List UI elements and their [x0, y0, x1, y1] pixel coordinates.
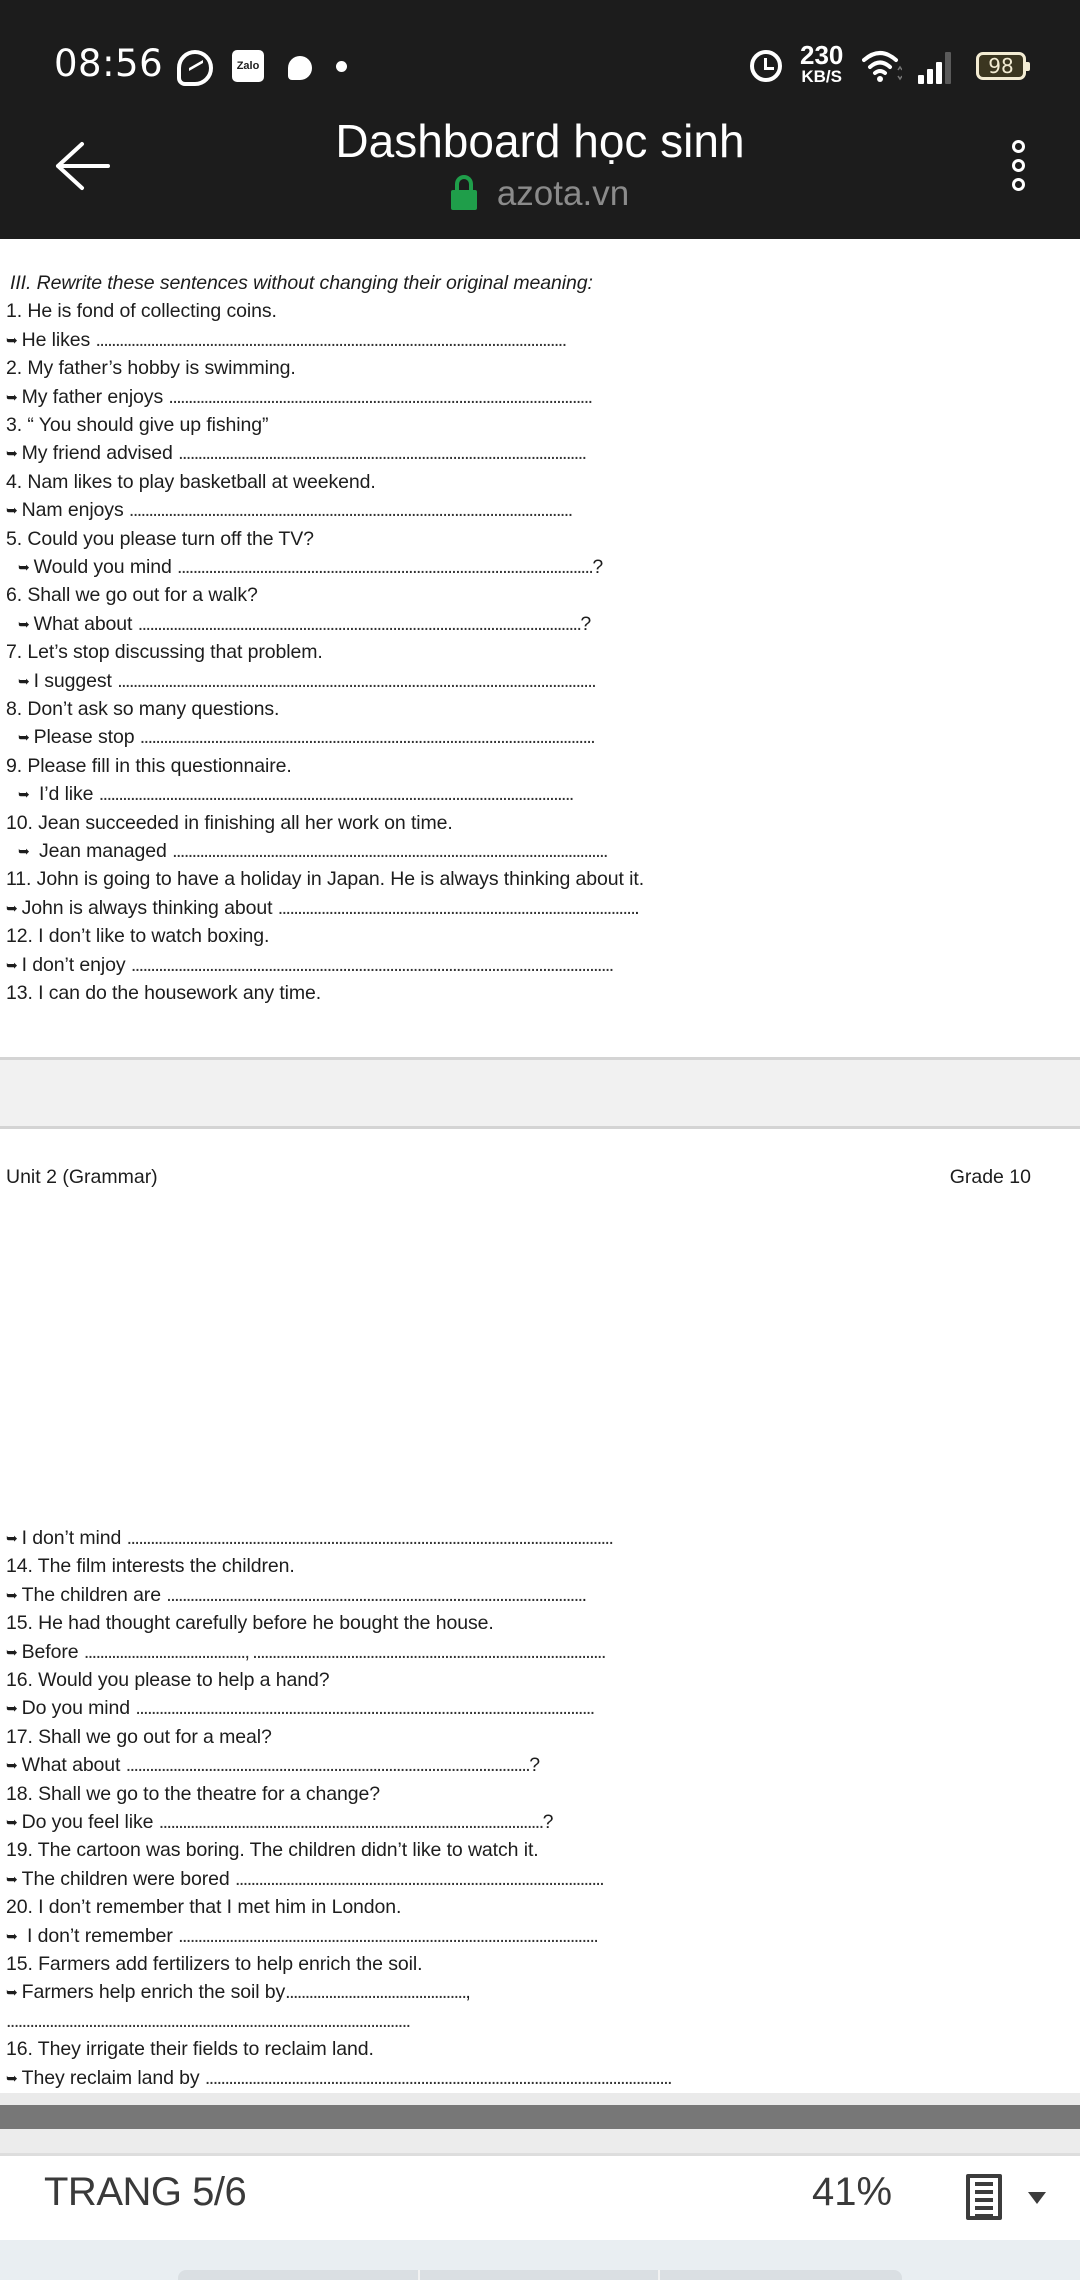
arrow-icon: ➥	[18, 843, 30, 859]
question-text: 9. Please fill in this questionnaire.	[6, 754, 292, 777]
answer-line	[18, 613, 591, 636]
network-speed	[800, 42, 843, 85]
arrow-icon: ➥	[6, 1757, 18, 1774]
question-text: 19. The cartoon was boring. The children didn’t like to watch it.	[6, 1839, 539, 1862]
answer-line	[6, 386, 592, 409]
answer-blank: .....................................................................................................................	[135, 1697, 594, 1720]
answer-blank: ............................................................................................................	[168, 385, 592, 408]
section-instruction: III. Rewrite these sentences without changing their original meaning:	[10, 272, 593, 294]
arrow-icon: ➥	[6, 956, 18, 973]
question-text: 15. He had thought carefully before he bought the house.	[6, 1612, 494, 1635]
answer-line	[18, 783, 573, 806]
answer-end: ?	[529, 1754, 540, 1777]
page-separator	[0, 1057, 1080, 1129]
document-page-a	[0, 239, 1080, 1059]
alarm-icon	[750, 50, 782, 82]
answer-line	[6, 954, 613, 977]
answer-blank: .................................................................................................................	[137, 612, 581, 635]
answer-prompt: Farmers help enrich the soil by	[21, 1981, 286, 2004]
arrow-icon: ➥	[18, 672, 30, 689]
answer-blank: ..............................................	[285, 1981, 466, 2004]
viewer-divider	[0, 2105, 1080, 2129]
answer-prompt: Would you mind	[33, 556, 178, 578]
answer-end: .	[634, 896, 640, 919]
answer-line	[6, 1697, 594, 1720]
answer-blank: ...........................................................................................................	[178, 1924, 598, 1947]
url-text: azota.vn	[496, 174, 630, 213]
question-text: 16. Would you please to help a hand?	[6, 1669, 330, 1691]
network-speed-value: 230	[800, 40, 844, 70]
question-text: 16. They irrigate their fields to reclaim land.	[6, 2038, 374, 2061]
app-bar	[0, 96, 1080, 239]
question-text: 1. He is fond of collecting coins.	[6, 300, 277, 323]
question-text: 20. I don’t remember that I met him in London.	[6, 1896, 402, 1919]
answer-blank: .......................................................................................................................	[204, 2066, 672, 2089]
answer-prompt: The children were bored	[21, 1867, 235, 1890]
answer-blank: ...........................................................................................	[277, 896, 635, 919]
question-text: 18. Shall we go to the theatre for a change?	[6, 1782, 380, 1805]
answer-line	[6, 1925, 597, 1948]
answer-prompt: Before	[21, 1640, 84, 1663]
answer-line	[6, 1527, 612, 1550]
battery-icon: 98	[976, 52, 1026, 80]
answer-prompt: They reclaim land by	[21, 2066, 205, 2089]
answer-blank: .................................................................................................................	[128, 499, 572, 522]
footer-area	[0, 2240, 1080, 2280]
page-indicator: TRANG 5/6	[44, 2170, 247, 2214]
status-bar	[0, 0, 1080, 96]
answer-line	[6, 1868, 603, 1891]
answer-end: ?	[542, 1811, 554, 1833]
answer-line	[6, 1584, 587, 1607]
arrow-icon: ➥	[18, 615, 30, 632]
answer-blank: .......................................................................................................	[125, 1754, 530, 1777]
document-page-b	[0, 1129, 1080, 2093]
answer-line	[18, 670, 595, 693]
question-text: 15. Farmers add fertilizers to help enrich the soil.	[6, 1953, 423, 1975]
arrow-icon: ➥	[6, 2069, 18, 2086]
document-viewer[interactable]	[0, 239, 1080, 2093]
arrow-icon: ➥	[6, 1927, 18, 1944]
chat-bubble-icon	[288, 56, 312, 80]
page-header-unit: Unit 2 (Grammar)	[6, 1166, 158, 1188]
question-text: 11. John is going to have a holiday in Japan. He is always thinking about it.	[6, 868, 645, 891]
lock-icon	[451, 175, 477, 209]
answer-blank: ........................................................................................................................	[95, 328, 566, 351]
answer-line	[6, 329, 566, 352]
answer-line	[18, 840, 607, 863]
answer-prompt: My friend advised	[21, 442, 179, 465]
answer-blank: .........................................................................................................................	[98, 783, 573, 806]
answer-prompt: He likes	[21, 328, 96, 351]
question-text: 4. Nam likes to play basketball at weekend.	[6, 470, 376, 493]
page-header-grade: Grade 10	[949, 1166, 1031, 1188]
dot-icon	[336, 61, 347, 72]
question-text: 10. Jean succeeded in finishing all her work on time.	[6, 811, 453, 834]
answer-prompt: Nam enjoys	[21, 499, 129, 522]
view-mode-icon[interactable]	[966, 2174, 1002, 2220]
answer-line	[18, 726, 594, 749]
page-navigation-track[interactable]	[178, 2270, 902, 2280]
question-text: 13. I can do the housework any time.	[6, 982, 322, 1004]
question-text: 17. Shall we go out for a meal?	[6, 1725, 272, 1748]
answer-end: ?	[580, 612, 592, 635]
url-bar	[0, 174, 1080, 214]
answer-blank: ..............................................................................................	[234, 1867, 604, 1890]
answer-line	[6, 1641, 605, 1664]
answer-prompt: Do you feel like	[21, 1811, 159, 1833]
answer-prompt: I’d like	[33, 783, 99, 806]
answer-line	[6, 1811, 553, 1834]
wifi-icon	[862, 48, 902, 84]
answer-prompt: The children are	[21, 1583, 167, 1606]
arrow-icon: ➥	[6, 331, 18, 348]
viewer-toolbar	[0, 2156, 1080, 2240]
question-text: 6. Shall we go out for a walk?	[6, 584, 258, 607]
more-options-icon[interactable]	[1012, 140, 1028, 192]
arrow-icon: ➥	[6, 1586, 18, 1603]
arrow-icon: ➥	[6, 1643, 18, 1660]
answer-line	[6, 1754, 540, 1777]
page-title: Dashboard học sinh	[335, 115, 745, 167]
zalo-icon: Zalo	[232, 50, 264, 82]
answer-end: ,	[465, 1981, 471, 2004]
answer-line	[18, 556, 603, 579]
answer-line	[6, 499, 572, 522]
answer-prompt: I suggest	[33, 669, 118, 692]
answer-blank: ...............................................................................................................	[172, 840, 607, 862]
network-speed-unit: KB/S	[801, 67, 842, 86]
answer-prompt: Please stop	[33, 726, 140, 749]
answer-line	[6, 1981, 471, 2004]
answer-end: .	[581, 1583, 587, 1606]
status-time: 08:56	[54, 42, 164, 85]
question-text: 5. Could you please turn off the TV?	[6, 527, 314, 550]
answer-line	[6, 442, 586, 465]
arrow-icon: ➥	[6, 1814, 18, 1830]
answer-blank: ............................................................................................................................	[126, 1527, 613, 1549]
question-text: 12. I don’t like to watch boxing.	[6, 925, 270, 948]
messenger-icon	[177, 50, 213, 86]
answer-blank: ...........................................................................................................................	[130, 953, 613, 976]
chevron-down-icon[interactable]	[1028, 2192, 1046, 2204]
arrow-icon: ➥	[6, 388, 18, 405]
answer-prompt: What about	[21, 1754, 126, 1777]
answer-blank: ........................................................................................................	[178, 442, 586, 465]
answer-prompt: Do you mind	[21, 1697, 136, 1720]
arrow-icon: ➥	[6, 1530, 18, 1546]
answer-line	[6, 2067, 671, 2090]
answer-prompt: I don’t mind	[21, 1527, 127, 1549]
zoom-level[interactable]: 41%	[812, 2170, 893, 2214]
answer-prompt: I don’t remember	[21, 1924, 179, 1947]
arrow-icon: ➥	[18, 729, 30, 746]
arrow-icon: ➥	[6, 1984, 18, 2001]
answer-blank: ....................................................................................................................	[139, 726, 595, 749]
answer-prompt: Jean managed	[33, 840, 173, 862]
question-text: 2. My father’s hobby is swimming.	[6, 357, 296, 380]
question-text: 7. Let’s stop discussing that problem.	[6, 641, 323, 664]
viewer-gutter-lower	[0, 2129, 1080, 2156]
arrow-icon: ➥	[6, 445, 18, 462]
question-text: 8. Don’t ask so many questions.	[6, 698, 280, 720]
arrow-icon: ➥	[6, 899, 18, 916]
arrow-icon: ➥	[6, 1700, 18, 1717]
answer-blank: ..................................................................................................	[158, 1811, 543, 1833]
answer-continuation	[6, 2010, 410, 2033]
question-text: 14. The film interests the children.	[6, 1555, 295, 1578]
arrow-icon: ➥	[18, 786, 30, 803]
answer-end: ?	[592, 556, 604, 578]
answer-blank: ..........................................................................................................................	[117, 669, 596, 692]
answer-blank: ..........................................................................................................	[166, 1583, 582, 1606]
answer-line	[6, 897, 640, 920]
answer-prompt: My father enjoys	[21, 385, 169, 408]
question-text: 3. “ You should give up fishing”	[6, 414, 269, 436]
answer-blank: .......................................................................................................	[6, 2009, 410, 2032]
arrow-icon: ➥	[6, 1870, 18, 1887]
answer-prompt: John is always thinking about	[21, 896, 278, 919]
cell-signal-icon	[918, 50, 954, 84]
answer-blank: ..........................................................................................................	[177, 556, 593, 578]
answer-blank: ........................................., ..........................................................................................	[83, 1640, 605, 1663]
answer-prompt: I don’t enjoy	[21, 953, 131, 976]
arrow-icon: ➥	[6, 502, 18, 519]
arrow-icon: ➥	[18, 559, 30, 575]
answer-prompt: What about	[33, 612, 138, 635]
